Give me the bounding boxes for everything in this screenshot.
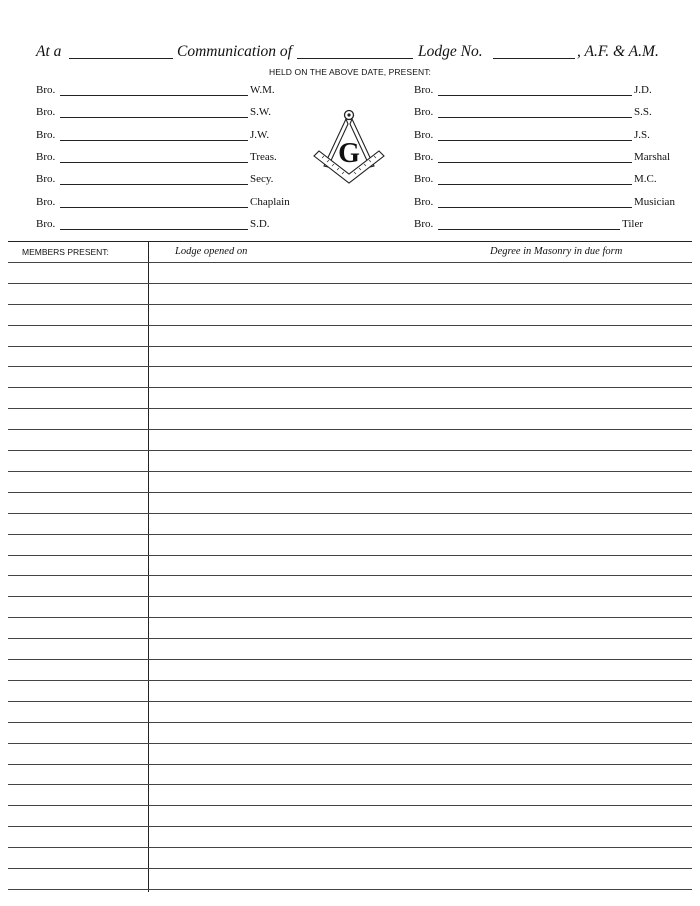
ruled-line: [8, 408, 692, 409]
ruled-line: [8, 575, 692, 576]
bro-label: Bro.: [414, 217, 434, 230]
right-officer-row: [414, 218, 662, 232]
bro-label: Bro.: [36, 195, 56, 208]
right-officer-row: [414, 84, 662, 98]
officer-name-blank[interactable]: [438, 229, 620, 230]
left-officer-row: [36, 173, 298, 187]
bro-label: Bro.: [36, 106, 56, 119]
ruled-line: [8, 429, 692, 430]
officer-title: J.S.: [634, 128, 650, 141]
right-officer-row: [414, 150, 671, 165]
officer-title: Treas.: [250, 150, 277, 163]
bro-label: Bro.: [36, 150, 56, 163]
ruled-line: [8, 764, 692, 765]
officer-name-blank[interactable]: [438, 184, 632, 185]
ruled-line: [8, 450, 692, 451]
ruled-line: [8, 304, 692, 305]
communication-type-blank[interactable]: [69, 58, 173, 59]
officer-title: S.D.: [250, 217, 270, 230]
bro-label: Bro.: [36, 128, 56, 141]
officer-name-blank[interactable]: [60, 95, 248, 96]
left-officer-row: [36, 129, 298, 143]
af-am-label: , A.F. & A.M.: [577, 43, 659, 60]
degree-in-masonry-label: Degree in Masonry in due form: [490, 246, 623, 257]
communication-of-label: Communication of: [177, 43, 292, 60]
officer-title: Chaplain: [250, 195, 290, 208]
ruled-line: [8, 471, 692, 472]
ruled-line: [8, 784, 692, 785]
ruled-line: [8, 366, 692, 367]
ruled-line: [8, 743, 692, 744]
officer-name-blank[interactable]: [60, 207, 248, 208]
officer-title: Marshal: [634, 150, 671, 163]
ruled-line: [8, 659, 692, 660]
ruled-line: [8, 555, 692, 556]
bro-label: Bro.: [414, 150, 434, 163]
communication-header: [0, 43, 700, 63]
right-officer-row: [414, 195, 675, 210]
left-officer-row: [36, 84, 298, 98]
bro-label: Bro.: [414, 173, 434, 186]
bro-label: Bro.: [414, 128, 434, 141]
officer-name-blank[interactable]: [60, 229, 248, 230]
ruled-line: [8, 826, 692, 827]
officer-name-blank[interactable]: [60, 184, 248, 185]
officer-name-blank[interactable]: [438, 140, 632, 141]
square-and-compasses-icon: [310, 108, 388, 186]
right-officer-row: [414, 129, 662, 143]
bro-label: Bro.: [36, 84, 56, 96]
ruled-line: [8, 847, 692, 848]
left-officer-row: [36, 106, 298, 120]
right-officer-row: [414, 106, 662, 120]
officer-title: Tiler: [622, 217, 643, 230]
ruled-line: [8, 680, 692, 681]
officer-title: J.D.: [634, 84, 652, 96]
ruled-line: [8, 534, 692, 535]
ruled-line: [8, 868, 692, 869]
at-a-label: At a: [36, 43, 62, 60]
ruled-line: [8, 346, 692, 347]
emblem-letter-g: G: [338, 138, 360, 169]
ruled-line: [8, 262, 692, 263]
officer-title: M.C.: [634, 173, 657, 186]
ruled-line: [8, 325, 692, 326]
officer-name-blank[interactable]: [438, 117, 632, 118]
members-present-label: MEMBERS PRESENT:: [22, 247, 109, 257]
officer-name-blank[interactable]: [60, 117, 248, 118]
ruled-line: [8, 283, 692, 284]
ruled-line: [8, 701, 692, 702]
bro-label: Bro.: [414, 195, 434, 208]
officer-name-blank[interactable]: [438, 207, 632, 208]
officer-name-blank[interactable]: [438, 95, 632, 96]
bro-label: Bro.: [36, 217, 56, 230]
ruled-line: [8, 638, 692, 639]
officer-title: W.M.: [250, 84, 275, 96]
officer-title: S.W.: [250, 106, 271, 119]
held-on-date-text: HELD ON THE ABOVE DATE, PRESENT:: [268, 67, 432, 77]
left-officer-row: [36, 218, 298, 232]
lodge-number-blank[interactable]: [493, 58, 575, 59]
bro-label: Bro.: [414, 84, 434, 96]
ruled-line: [8, 387, 692, 388]
officer-title: J.W.: [250, 128, 270, 141]
ruled-line: [8, 596, 692, 597]
communication-date-blank[interactable]: [297, 58, 413, 59]
bro-label: Bro.: [414, 106, 434, 119]
officer-name-blank[interactable]: [60, 140, 248, 141]
left-officer-row: [36, 151, 298, 165]
ruled-line: [8, 513, 692, 514]
table-column-divider: [148, 241, 149, 892]
lodge-no-label: Lodge No.: [418, 43, 483, 60]
officer-title: S.S.: [634, 106, 652, 119]
officer-title: Secy.: [250, 173, 274, 186]
officer-name-blank[interactable]: [60, 162, 248, 163]
right-officer-row: [414, 173, 662, 187]
bro-label: Bro.: [36, 173, 56, 186]
ruled-line: [8, 889, 692, 890]
ruled-line: [8, 722, 692, 723]
table-top-border: [8, 241, 692, 242]
lodge-opened-on-label: Lodge opened on: [175, 246, 248, 257]
left-officer-row: [36, 196, 298, 210]
ruled-line: [8, 805, 692, 806]
ruled-line: [8, 617, 692, 618]
ruled-line: [8, 492, 692, 493]
officer-title: Musician: [634, 195, 675, 208]
officer-name-blank[interactable]: [438, 162, 632, 163]
